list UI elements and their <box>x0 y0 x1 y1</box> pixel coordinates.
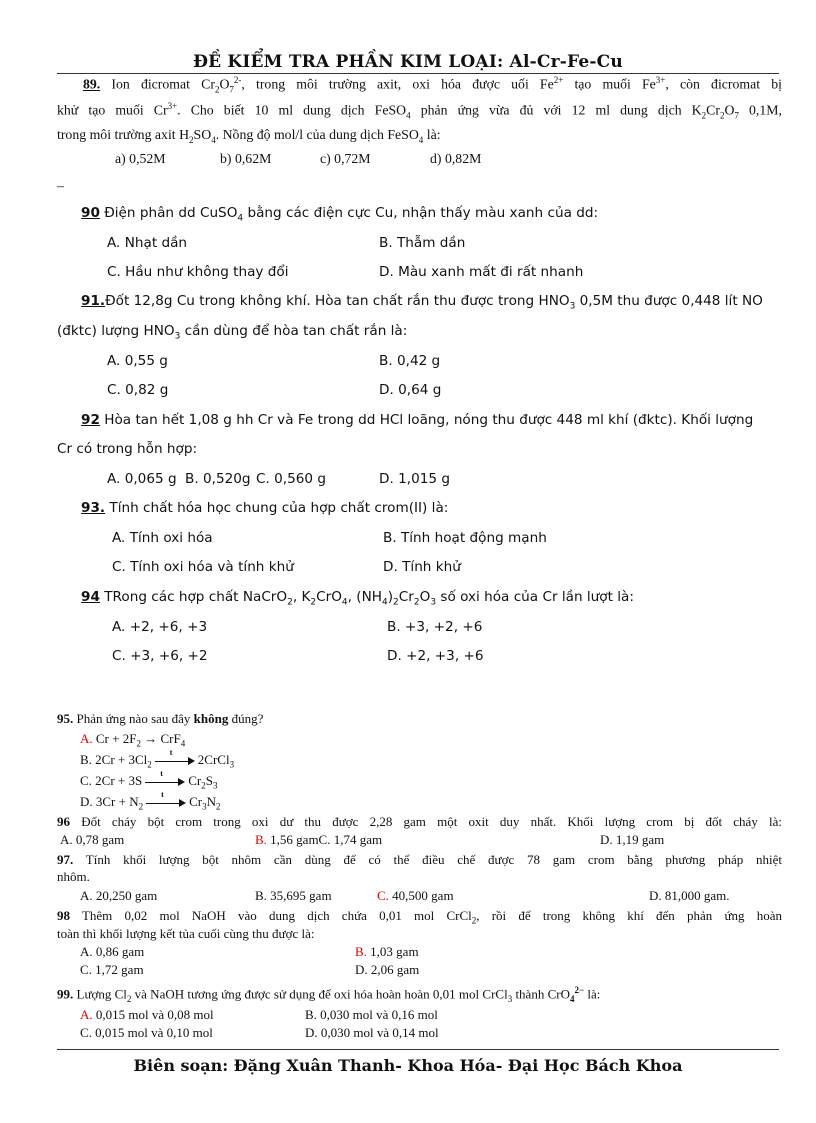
q95-option-d: D. $3Cr + N_2$ t $Cr_3N_2$ <box>80 790 221 812</box>
q91-option-c: C. 0,82 g <box>107 382 169 398</box>
q94-stem: 94 TRong các hợp chất NaCrO$_2$, $K_2CrO_4$, $(NH_4)_2Cr_2O_3$ số oxi hóa của Cr lần lượt là: <box>81 589 634 608</box>
q90-option-c: C. Hầu như không thay đổi <box>107 264 289 280</box>
q90-option-b: B. Thẫm dần <box>379 235 466 251</box>
q99-option-c: C. 0,015 mol và 0,10 mol <box>80 1025 213 1040</box>
q98-line2: toàn thì khối lượng kết tủa cuối cùng thu được là: <box>57 926 315 941</box>
q99-option-d: D. 0,030 mol và 0,14 mol <box>305 1025 439 1040</box>
q96-option-b: B. 1,56 gamC. 1,74 gam <box>255 832 383 847</box>
q95-option-b: B. $2Cr + 3Cl_2$ t 2CrCl$_3$ <box>80 748 235 770</box>
q96-stem: 96 Đốt cháy bột crom trong oxi dư thu được 2,28 gam một oxit duy nhất. Khối lượng crom bị đốt cháy là: <box>57 814 782 829</box>
q97-option-a: A. 20,250 gam <box>80 888 158 903</box>
q98-option-b: B. 1,03 gam <box>355 944 419 959</box>
q97-option-d: D. 81,000 gam. <box>649 888 730 903</box>
q93-option-b: B. Tính hoạt động mạnh <box>383 530 547 546</box>
q99-stem: 99. Lượng $Cl_2$ và NaOH tương ứng được sử dụng để oxi hóa hoàn hoàn 0,01 mol CrCl$_3$ thành CrO$_4^{2-}$ là: <box>57 985 601 1004</box>
q90-option-d: D. Màu xanh mất đi rất nhanh <box>379 264 584 280</box>
q94-option-a: A. +2, +6, +3 <box>112 619 208 635</box>
q95-option-a: A. $Cr + 2F_2 \to CrF_4$ <box>80 731 186 749</box>
q95-stem: 95. Phản ứng nào sau đây không đúng? <box>57 711 264 726</box>
q89-line3: trong môi trường axit $H_2SO_4$. Nồng độ mol/l của dung dịch FeSO$_4$ là: <box>57 127 441 145</box>
heat-arrow-icon: t <box>145 777 185 787</box>
q93-stem: 93. Tính chất hóa học chung của hợp chất crom(II) là: <box>81 500 449 516</box>
page-title: ĐỀ KIỂM TRA PHẦN KIM LOẠI: Al-Cr-Fe-Cu <box>193 52 623 72</box>
q93-option-a: A. Tính oxi hóa <box>112 530 213 546</box>
q89-option-b: b) 0,62M <box>220 151 272 166</box>
footer-divider <box>57 1049 779 1050</box>
q96-option-d: D. 1,19 gam <box>600 832 665 847</box>
q92-option-b: B. 0,520g <box>185 471 251 487</box>
q92-line2: Cr có trong hỗn hợp: <box>57 441 198 457</box>
q89-option-c: c) 0,72M <box>320 151 371 166</box>
heat-arrow-icon: t <box>155 756 195 766</box>
heat-arrow-icon: t <box>146 798 186 808</box>
q90-stem: 90 Điện phân dd CuSO$_4$ bằng các điện cực Cu, nhận thấy màu xanh của dd: <box>81 205 599 224</box>
q94-option-b: B. +3, +2, +6 <box>387 619 483 635</box>
q89-line2: khử tạo muối $Cr^{3+}$. Cho biết 10 ml dung dịch FeSO$_4$ phản ứng vừa đủ với 12 ml dung dịch $K_2Cr_2O_7$ 0,1M, <box>57 101 782 121</box>
q96-option-a: A. 0,78 gam <box>60 832 125 847</box>
q90-option-a: A. Nhạt dần <box>107 235 188 251</box>
q93-option-d: D. Tính khử <box>383 559 461 575</box>
q91-option-b: B. 0,42 g <box>379 353 441 369</box>
q92-line1: 92 Hòa tan hết 1,08 g hh Cr và Fe trong dd HCl loãng, nóng thu được 448 ml khí (đktc). Khối lượng <box>81 412 754 428</box>
stray-dash: – <box>57 178 64 193</box>
q98-option-c: C. 1,72 gam <box>80 962 144 977</box>
q97-option-c: C. 40,500 gam <box>377 888 454 903</box>
q95-option-c: C. 2Cr + 3S t $Cr_2S_3$ <box>80 769 218 791</box>
q97-option-b: B. 35,695 gam <box>255 888 332 903</box>
q97-line1: 97. Tính khối lượng bột nhôm cần dùng để có thể điều chế được 78 gam crom bằng phương pháp nhiệt <box>57 852 782 867</box>
q98-line1: 98 Thêm 0,02 mol NaOH vào dung dịch chứa 0,01 mol CrCl$_2$, rồi để trong không khí đến phản ứng hoàn <box>57 908 782 926</box>
q98-option-a: A. 0,86 gam <box>80 944 145 959</box>
q93-option-c: C. Tính oxi hóa và tính khử <box>112 559 294 575</box>
q94-option-c: C. +3, +6, +2 <box>112 648 208 664</box>
q91-option-d: D. 0,64 g <box>379 382 442 398</box>
footer-author: Biên soạn: Đặng Xuân Thanh- Khoa Hóa- Đại Học Bách Khoa <box>133 1056 683 1075</box>
q92-option-a: A. 0,065 g <box>107 471 177 487</box>
q97-line2: nhôm. <box>57 869 90 884</box>
q99-option-b: B. 0,030 mol và 0,16 mol <box>305 1007 438 1022</box>
q89-option-a: a) 0,52M <box>115 151 166 166</box>
q92-option-d: D. 1,015 g <box>379 471 450 487</box>
q99-option-a: A. 0,015 mol và 0,08 mol <box>80 1007 214 1022</box>
header-divider <box>57 73 779 74</box>
q91-line2: (đktc) lượng $HNO_3$ cần dùng để hòa tan chất rắn là: <box>57 323 408 342</box>
q89-line1: 89. Ion đicromat $Cr_2O_7^{2-}$, trong môi trường axit, oxi hóa được uối $Fe^{2+}$ tạo muối $Fe^{3+}$, còn đicromat bị <box>83 75 782 95</box>
q89-option-d: d) 0,82M <box>430 151 482 166</box>
q91-line1: 91.Đốt 12,8g Cu trong không khí. Hòa tan chất rắn thu được trong $HNO_3$ 0,5M thu được 0,448 lít NO <box>81 293 763 312</box>
q91-option-a: A. 0,55 g <box>107 353 168 369</box>
q98-option-d: D. 2,06 gam <box>355 962 420 977</box>
q92-option-c: C. 0,560 g <box>256 471 326 487</box>
q94-option-d: D. +2, +3, +6 <box>387 648 484 664</box>
